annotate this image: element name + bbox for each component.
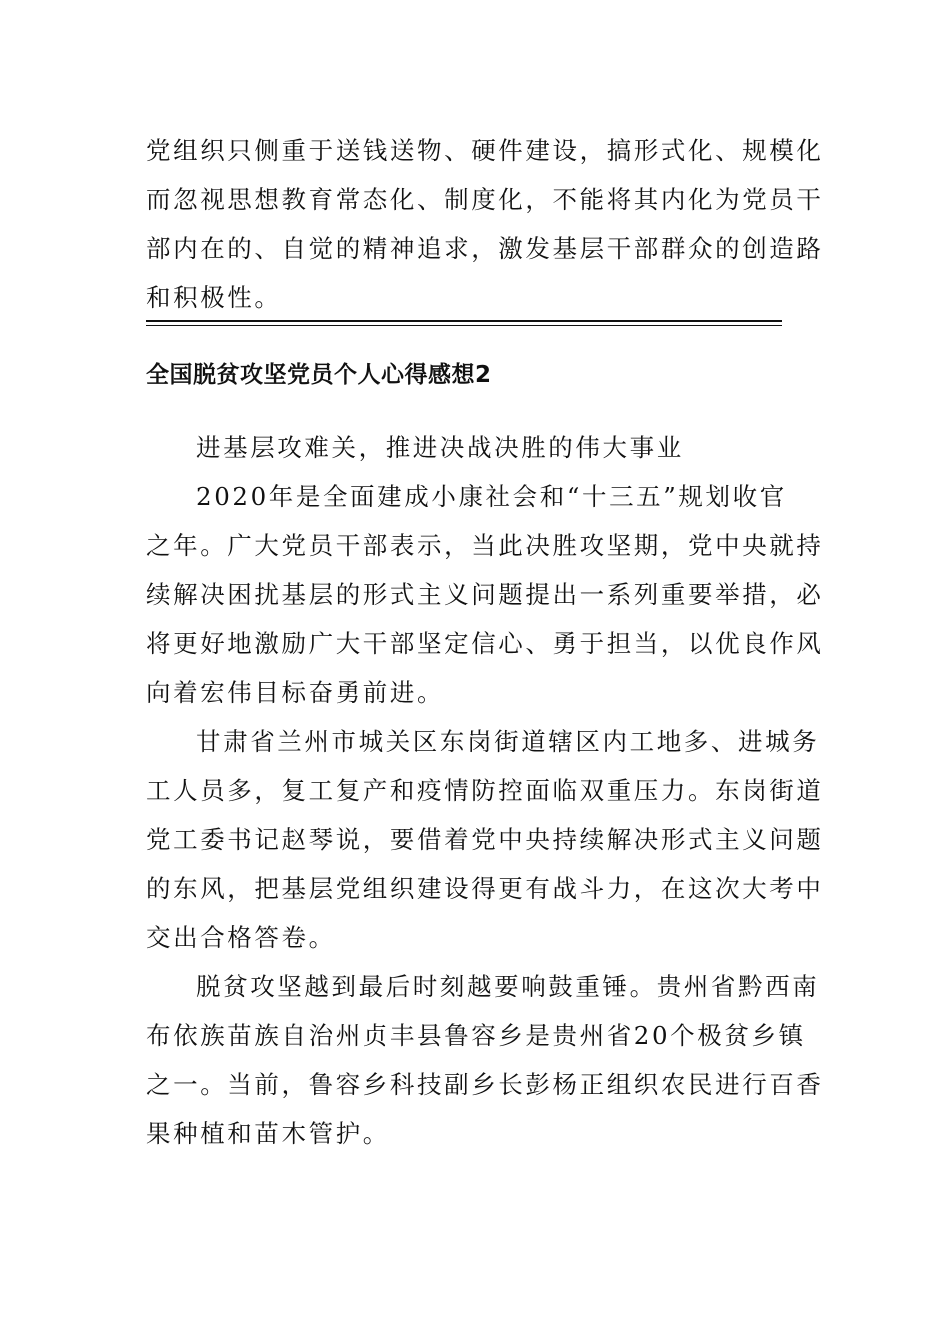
fragment-line: 和积极性。 [146,283,282,312]
fragment-line: 党组织只侧重于送钱送物、硬件建设，搞形式化、规模化 [146,136,824,165]
paragraph-line: 的东风，把基层党组织建设得更有战斗力，在这次大考中 [146,874,824,903]
paragraph-line: 党工委书记赵琴说，要借着党中央持续解决形式主义问题 [146,825,824,854]
section-divider-thick [146,320,782,322]
previous-section-fragment [146,126,824,322]
section-title: 全国脱贫攻坚党员个人心得感想2 [146,362,492,388]
paragraph-line: 之年。广大党员干部表示，当此决胜攻坚期，党中央就持 [146,531,824,560]
section-subtitle: 进基层攻难关，推进决战决胜的伟大事业 [196,433,684,462]
paragraph-line: 果种植和苗木管护。 [146,1119,390,1148]
section-divider-thin [146,325,782,326]
fragment-line: 部内在的、自觉的精神追求，激发基层干部群众的创造路 [146,234,824,263]
paragraph-line: 甘肃省兰州市城关区东岗街道辖区内工地多、进城务 [196,727,820,756]
paragraph-line: 续解决困扰基层的形式主义问题提出一系列重要举措，必 [146,580,824,609]
section-body [146,423,824,1158]
paragraph-line: 向着宏伟目标奋勇前进。 [146,678,445,707]
paragraph-line: 脱贫攻坚越到最后时刻越要响鼓重锤。贵州省黔西南 [196,972,820,1001]
paragraph-line: 工人员多，复工复产和疫情防控面临双重压力。东岗街道 [146,776,824,805]
paragraph-line: 之一。当前，鲁容乡科技副乡长彭杨正组织农民进行百香 [146,1070,824,1099]
paragraph-line: 2020年是全面建成小康社会和“十三五”规划收官 [196,482,787,511]
fragment-line: 而忽视思想教育常态化、制度化，不能将其内化为党员干 [146,185,824,214]
paragraph-line: 将更好地激励广大干部坚定信心、勇于担当，以优良作风 [146,629,824,658]
paragraph-line: 交出合格答卷。 [146,923,336,952]
paragraph-line: 布依族苗族自治州贞丰县鲁容乡是贵州省20个极贫乡镇 [146,1021,806,1050]
